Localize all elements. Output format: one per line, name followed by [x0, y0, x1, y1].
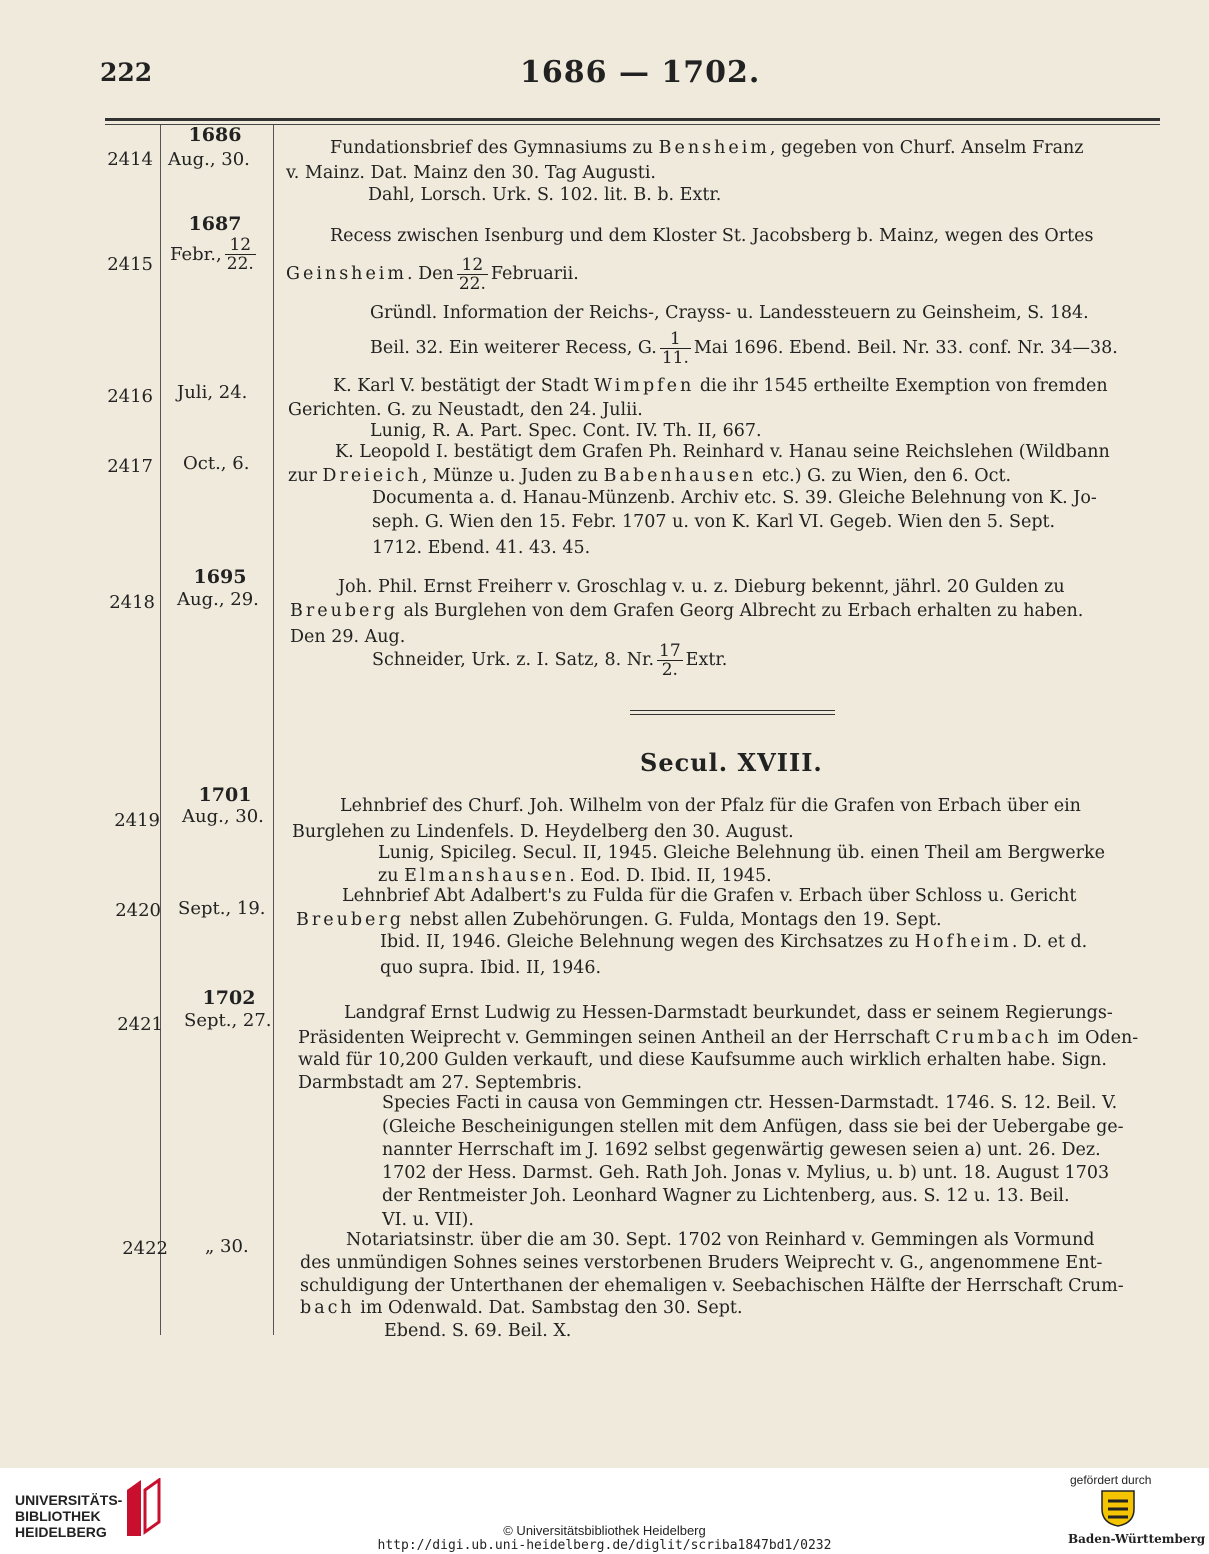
coat-of-arms-icon — [1100, 1487, 1136, 1527]
column-divider — [273, 125, 274, 1335]
entry-2419-source: zu Elmanshausen. Eod. D. Ibid. II, 1945. — [378, 866, 772, 886]
entry-date: Aug., 29. — [177, 589, 259, 610]
entry-number: 2414 — [107, 149, 153, 170]
entry-2421-source: (Gleiche Bescheinigungen stellen mit dem Anfügen, dass sie bei der Uebergabe ge- — [382, 1117, 1124, 1137]
page-number: 222 — [100, 58, 153, 87]
entry-date: Aug., 30. — [168, 149, 250, 170]
entry-2421-text: wald für 10,200 Gulden verkauft, und diese Kaufsumme auch wirklich erhalten habe. Sign. — [298, 1050, 1107, 1070]
entry-2417-text: K. Leopold I. bestätigt dem Grafen Ph. Reinhard v. Hanau seine Reichslehen (Wildbann — [335, 442, 1110, 462]
page-title: 1686 — 1702. — [520, 55, 761, 90]
entry-2422-text: schuldigung der Unterthanen der ehemaligen v. Seebachischen Hälfte der Herrschaft Crum- — [300, 1276, 1124, 1296]
entry-2421-source: 1702 der Hess. Darmst. Geh. Rath Joh. Jonas v. Mylius, u. b) unt. 18. August 1703 — [382, 1163, 1110, 1183]
library-logo-text: UNIVERSITÄTS- BIBLIOTHEK HEIDELBERG — [15, 1492, 123, 1540]
year-heading: 1695 — [193, 566, 247, 588]
entry-2421-text: Landgraf Ernst Ludwig zu Hessen-Darmstadt beurkundet, dass er seinem Regierungs- — [344, 1003, 1113, 1023]
entry-2418-text: Den 29. Aug. — [290, 627, 406, 647]
entry-2415-text: Geinsheim. Den $\frac{12}{22.}$ Februarii. — [286, 255, 579, 294]
entry-2418-text: Joh. Phil. Ernst Freiherr v. Groschlag v. u. z. Dieburg bekennt, jährl. 20 Gulden zu — [338, 577, 1065, 597]
entry-number: 2422 — [122, 1238, 168, 1259]
entry-2414-source: Dahl, Lorsch. Urk. S. 102. lit. B. b. Extr. — [368, 185, 722, 205]
entry-date: Oct., 6. — [183, 453, 250, 474]
entry-date: Aug., 30. — [182, 806, 264, 827]
entry-2421-source: VI. u. VII). — [382, 1210, 474, 1230]
column-divider — [160, 125, 161, 1335]
entry-number: 2419 — [114, 810, 160, 831]
entry-2420-text: Lehnbrief Abt Adalbert's zu Fulda für die Grafen v. Erbach über Schloss u. Gericht — [342, 886, 1077, 906]
entry-2414-text: Fundationsbrief des Gymnasiums zu Bensheim, gegeben von Churf. Anselm Franz — [330, 138, 1084, 158]
entry-2419-source: Lunig, Spicileg. Secul. II, 1945. Gleiche Belehnung üb. einen Theil am Bergwerke — [378, 843, 1105, 863]
year-heading: 1702 — [202, 987, 256, 1009]
entry-2419-text: Burglehen zu Lindenfels. D. Heydelberg den 30. August. — [292, 822, 794, 842]
entry-number: 2415 — [107, 254, 153, 275]
year-heading: 1686 — [188, 124, 242, 146]
entry-date: Juli, 24. — [177, 382, 248, 403]
entry-2420-text: Breuberg nebst allen Zubehörungen. G. Fulda, Montags den 19. Sept. — [296, 910, 942, 930]
entry-2420-source: quo supra. Ibid. II, 1946. — [380, 958, 602, 978]
copyright-text: © Universitätsbibliothek Heidelberg — [503, 1523, 706, 1538]
entry-number: 2420 — [115, 900, 161, 921]
entry-date: Sept., 19. — [178, 898, 266, 919]
entry-2422-text: Notariatsinstr. über die am 30. Sept. 1702 von Reinhard v. Gemmingen als Vormund — [346, 1230, 1095, 1250]
entry-2416-text: Gerichten. G. zu Neustadt, den 24. Julii. — [288, 400, 643, 420]
entry-2415-text: Recess zwischen Isenburg und dem Kloster St. Jacobsberg b. Mainz, wegen des Ortes — [330, 226, 1094, 246]
entry-2416-text: K. Karl V. bestätigt der Stadt Wimpfen die ihr 1545 ertheilte Exemption von fremden — [333, 376, 1108, 396]
entry-date: Sept., 27. — [184, 1010, 272, 1031]
entry-2421-text: Präsidenten Weiprecht v. Gemmingen seinen Antheil an der Herrschaft Crumbach im Oden- — [298, 1028, 1139, 1048]
year-heading: 1701 — [198, 784, 252, 806]
entry-number: 2418 — [109, 592, 155, 613]
entry-number: 2416 — [107, 386, 153, 407]
entry-2414-text: v. Mainz. Dat. Mainz den 30. Tag Augusti. — [286, 163, 656, 183]
entry-2421-text: Darmbstadt am 27. Septembris. — [298, 1073, 583, 1093]
entry-2416-source: Lunig, R. A. Part. Spec. Cont. IV. Th. II, 667. — [370, 421, 762, 441]
entry-2420-source: Ibid. II, 1946. Gleiche Belehnung wegen des Kirchsatzes zu Hofheim. D. et d. — [380, 932, 1088, 952]
entry-date: Febr., $\frac{12}{22.}$ — [170, 235, 254, 274]
section-rule — [630, 710, 835, 711]
entry-number: 2417 — [107, 456, 153, 477]
permalink-url[interactable]: http://digi.ub.uni-heidelberg.de/diglit/scriba1847bd1/0232 — [377, 1538, 832, 1553]
entry-2418-source: Schneider, Urk. z. I. Satz, 8. Nr. $\frac{17}{2.}$ Extr. — [372, 641, 728, 680]
entry-2422-text: des unmündigen Sohnes seines verstorbenen Bruders Weiprecht v. G., angenommene Ent- — [300, 1253, 1103, 1273]
sponsor-name: Baden-Württemberg — [1068, 1532, 1206, 1546]
entry-2417-source: seph. G. Wien den 15. Febr. 1707 u. von K. Karl VI. Gegeb. Wien den 5. Sept. — [372, 512, 1056, 532]
section-heading: Secul. XVIII. — [640, 748, 823, 777]
entry-2419-text: Lehnbrief des Churf. Joh. Wilhelm von der Pfalz für die Grafen von Erbach über ein — [340, 796, 1081, 816]
entry-2417-source: 1712. Ebend. 41. 43. 45. — [372, 538, 591, 558]
entry-number: 2421 — [117, 1014, 163, 1035]
entry-2422-source: Ebend. S. 69. Beil. X. — [384, 1321, 572, 1341]
section-rule — [630, 714, 835, 715]
header-rule — [105, 118, 1160, 121]
entry-2418-text: Breuberg als Burglehen von dem Grafen Georg Albrecht zu Erbach erhalten zu haben. — [290, 601, 1084, 621]
funded-by-label: gefördert durch — [1070, 1473, 1152, 1487]
entry-2421-source: Species Facti in causa von Gemmingen ctr. Hessen-Darmstadt. 1746. S. 12. Beil. V. — [382, 1093, 1118, 1113]
entry-2421-source: der Rentmeister Joh. Leonhard Wagner zu Lichtenberg, aus. S. 12 u. 13. Beil. — [382, 1186, 1070, 1206]
entry-2415-source: Beil. 32. Ein weiterer Recess, G. $\frac{1}{11.}$ Mai 1696. Ebend. Beil. Nr. 33. conf. Nr. 34—38. — [370, 329, 1118, 368]
entry-2422-text: bach im Odenwald. Dat. Sambstag den 30. Sept. — [300, 1298, 743, 1318]
entry-2421-source: nannter Herrschaft im J. 1692 selbst gegenwärtig gewesen seien a) unt. 26. Dez. — [382, 1140, 1101, 1160]
year-heading: 1687 — [188, 213, 242, 235]
entry-date: „ 30. — [205, 1236, 249, 1257]
entry-2415-source: Gründl. Information der Reichs-, Crayss- u. Landessteuern zu Geinsheim, S. 184. — [370, 303, 1089, 323]
entry-2417-text: zur Dreieich, Münze u. Juden zu Babenhausen etc.) G. zu Wien, den 6. Oct. — [288, 466, 1012, 486]
entry-2417-source: Documenta a. d. Hanau-Münzenb. Archiv etc. S. 39. Gleiche Belehnung von K. Jo- — [372, 488, 1097, 508]
